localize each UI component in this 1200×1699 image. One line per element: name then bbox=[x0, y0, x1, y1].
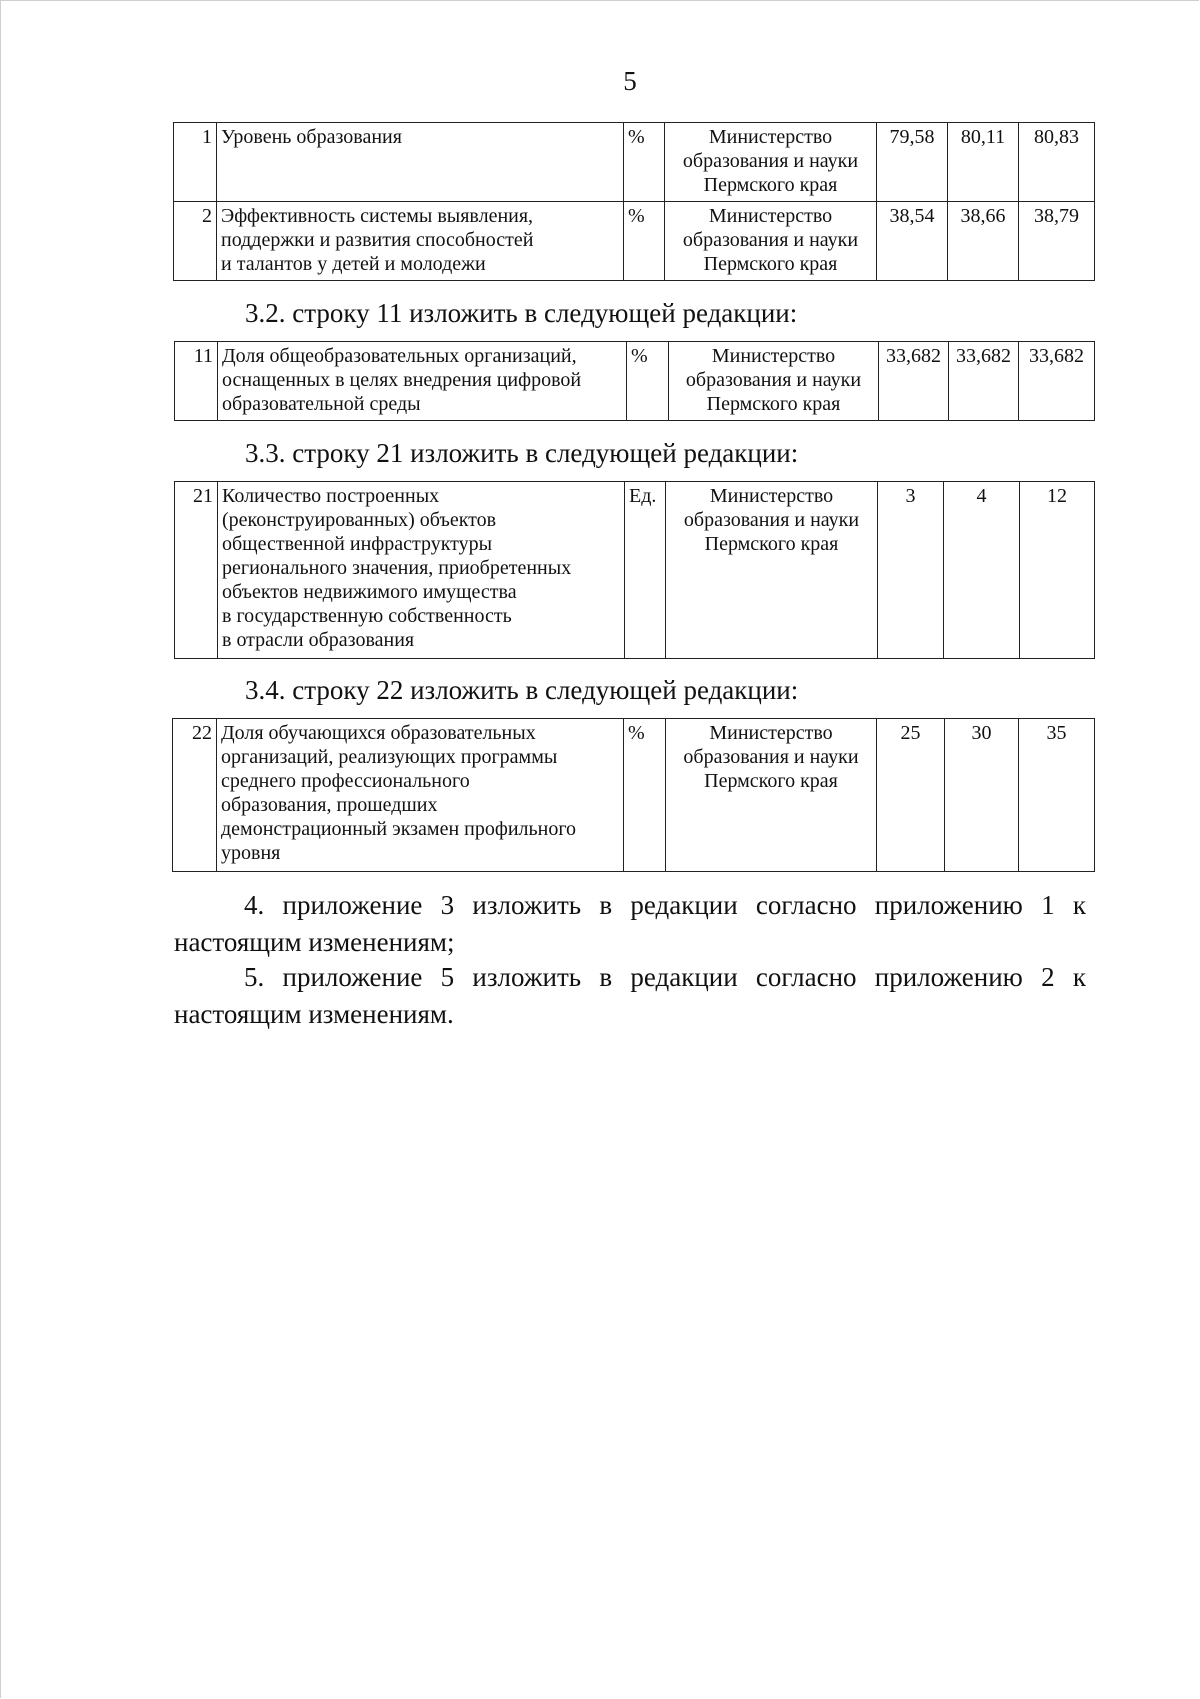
responsible-body-line: образования и науки bbox=[685, 369, 862, 391]
indicator-name-line: Эффективность системы выявления, bbox=[221, 205, 534, 227]
section-heading-3-4: 3.4. строку 22 изложить в следующей редакции: bbox=[245, 675, 799, 705]
value-year-2: 30 bbox=[945, 719, 1019, 872]
indicator-name-line: объектов недвижимого имущества bbox=[222, 581, 517, 603]
indicator-name-line: поддержки и развития способностей bbox=[221, 229, 534, 251]
responsible-body-line: образования и науки bbox=[682, 150, 859, 172]
value-year-2: 33,682 bbox=[949, 342, 1019, 421]
indicator-name-line: образования, прошедших bbox=[221, 794, 438, 816]
indicator-name-line: образовательной среды bbox=[222, 393, 421, 415]
row-number: 22 bbox=[173, 719, 217, 872]
value-year-2: 38,66 bbox=[948, 202, 1019, 281]
value-year-1: 33,682 bbox=[879, 342, 949, 421]
value-year-3: 38,79 bbox=[1019, 202, 1095, 281]
indicator-name-line: регионального значения, приобретенных bbox=[222, 557, 572, 579]
value-year-3: 35 bbox=[1019, 719, 1095, 872]
responsible-body-line: Пермского края bbox=[703, 174, 838, 196]
unit: % bbox=[624, 719, 666, 872]
row-number: 21 bbox=[175, 482, 218, 659]
responsible-body bbox=[665, 123, 877, 202]
unit: % bbox=[627, 342, 669, 421]
indicator-name-line: в государственную собственность bbox=[222, 605, 512, 627]
indicator-name-line: и талантов у детей и молодежи bbox=[221, 253, 486, 275]
row-number: 2 bbox=[174, 202, 217, 281]
page-number: 5 bbox=[623, 66, 637, 96]
indicators-table-rows-1-2 bbox=[173, 122, 1095, 281]
indicators-table-row-22 bbox=[172, 718, 1095, 872]
responsible-body-line: Министерство bbox=[709, 722, 833, 744]
table-row bbox=[175, 482, 1095, 659]
indicator-name-line: среднего профессионального bbox=[221, 770, 470, 792]
responsible-body-line: Пермского края bbox=[704, 770, 838, 792]
value-year-1: 38,54 bbox=[877, 202, 948, 281]
responsible-body bbox=[666, 719, 877, 872]
value-year-2: 4 bbox=[944, 482, 1020, 659]
indicator-name bbox=[217, 202, 624, 281]
table-row bbox=[174, 202, 1095, 281]
indicator-name-line: демонстрационный экзамен профильного bbox=[221, 818, 577, 840]
section-heading-3-3: 3.3. строку 21 изложить в следующей редакции: bbox=[245, 438, 799, 468]
value-year-2: 80,11 bbox=[948, 123, 1019, 202]
responsible-body-line: Пермского края bbox=[703, 253, 838, 275]
responsible-body-line: Пермского края bbox=[706, 393, 841, 415]
value-year-3: 33,682 bbox=[1019, 342, 1095, 421]
indicator-name-line: Количество построенных bbox=[222, 485, 440, 507]
table-row bbox=[173, 719, 1095, 872]
indicator-name-line: Уровень образования bbox=[221, 126, 402, 148]
table-row bbox=[175, 342, 1095, 421]
responsible-body bbox=[666, 482, 878, 659]
paragraph-4: 4. приложение 3 изложить в редакции согласно приложению 1 к настоящим изменениям; bbox=[174, 890, 1086, 957]
indicator-name-line: общественной инфраструктуры bbox=[222, 533, 493, 555]
responsible-body-line: образования и науки bbox=[682, 229, 859, 251]
unit: Ед. bbox=[625, 482, 666, 659]
unit: % bbox=[624, 202, 665, 281]
responsible-body bbox=[669, 342, 879, 421]
responsible-body-line: Министерство bbox=[708, 205, 833, 227]
row-number: 1 bbox=[174, 123, 217, 202]
indicators-table-row-11 bbox=[174, 341, 1095, 421]
indicators-table-row-21 bbox=[174, 481, 1095, 659]
responsible-body-line: Министерство bbox=[709, 485, 834, 507]
responsible-body-line: Министерство bbox=[708, 126, 833, 148]
value-year-1: 25 bbox=[877, 719, 945, 872]
section-heading-3-2: 3.2. строку 11 изложить в следующей редакции: bbox=[245, 298, 798, 328]
value-year-1: 79,58 bbox=[877, 123, 948, 202]
paragraph-5: 5. приложение 5 изложить в редакции согласно приложению 2 к настоящим изменениям. bbox=[174, 962, 1086, 1029]
indicator-name-line: уровня bbox=[221, 842, 281, 864]
indicator-name bbox=[218, 342, 627, 421]
unit: % bbox=[624, 123, 665, 202]
indicator-name-line: Доля общеобразовательных организаций, bbox=[222, 345, 577, 367]
value-year-1: 3 bbox=[878, 482, 944, 659]
row-number: 11 bbox=[175, 342, 218, 421]
indicator-name bbox=[217, 719, 624, 872]
responsible-body-line: Пермского края bbox=[704, 533, 839, 555]
responsible-body-line: Министерство bbox=[711, 345, 836, 367]
value-year-3: 80,83 bbox=[1019, 123, 1095, 202]
indicator-name-line: оснащенных в целях внедрения цифровой bbox=[222, 369, 582, 391]
indicator-name-line: Доля обучающихся образовательных bbox=[221, 722, 536, 744]
indicator-name-line: в отрасли образования bbox=[222, 629, 415, 651]
indicator-name-line: (реконструированных) объектов bbox=[222, 509, 497, 531]
responsible-body-line: образования и науки bbox=[683, 509, 860, 531]
responsible-body bbox=[665, 202, 877, 281]
indicator-name-line: организаций, реализующих программы bbox=[221, 746, 558, 768]
responsible-body-line: образования и науки bbox=[683, 746, 859, 768]
indicator-name bbox=[218, 482, 625, 659]
value-year-3: 12 bbox=[1020, 482, 1095, 659]
table-row bbox=[174, 123, 1095, 202]
indicator-name bbox=[217, 123, 624, 202]
